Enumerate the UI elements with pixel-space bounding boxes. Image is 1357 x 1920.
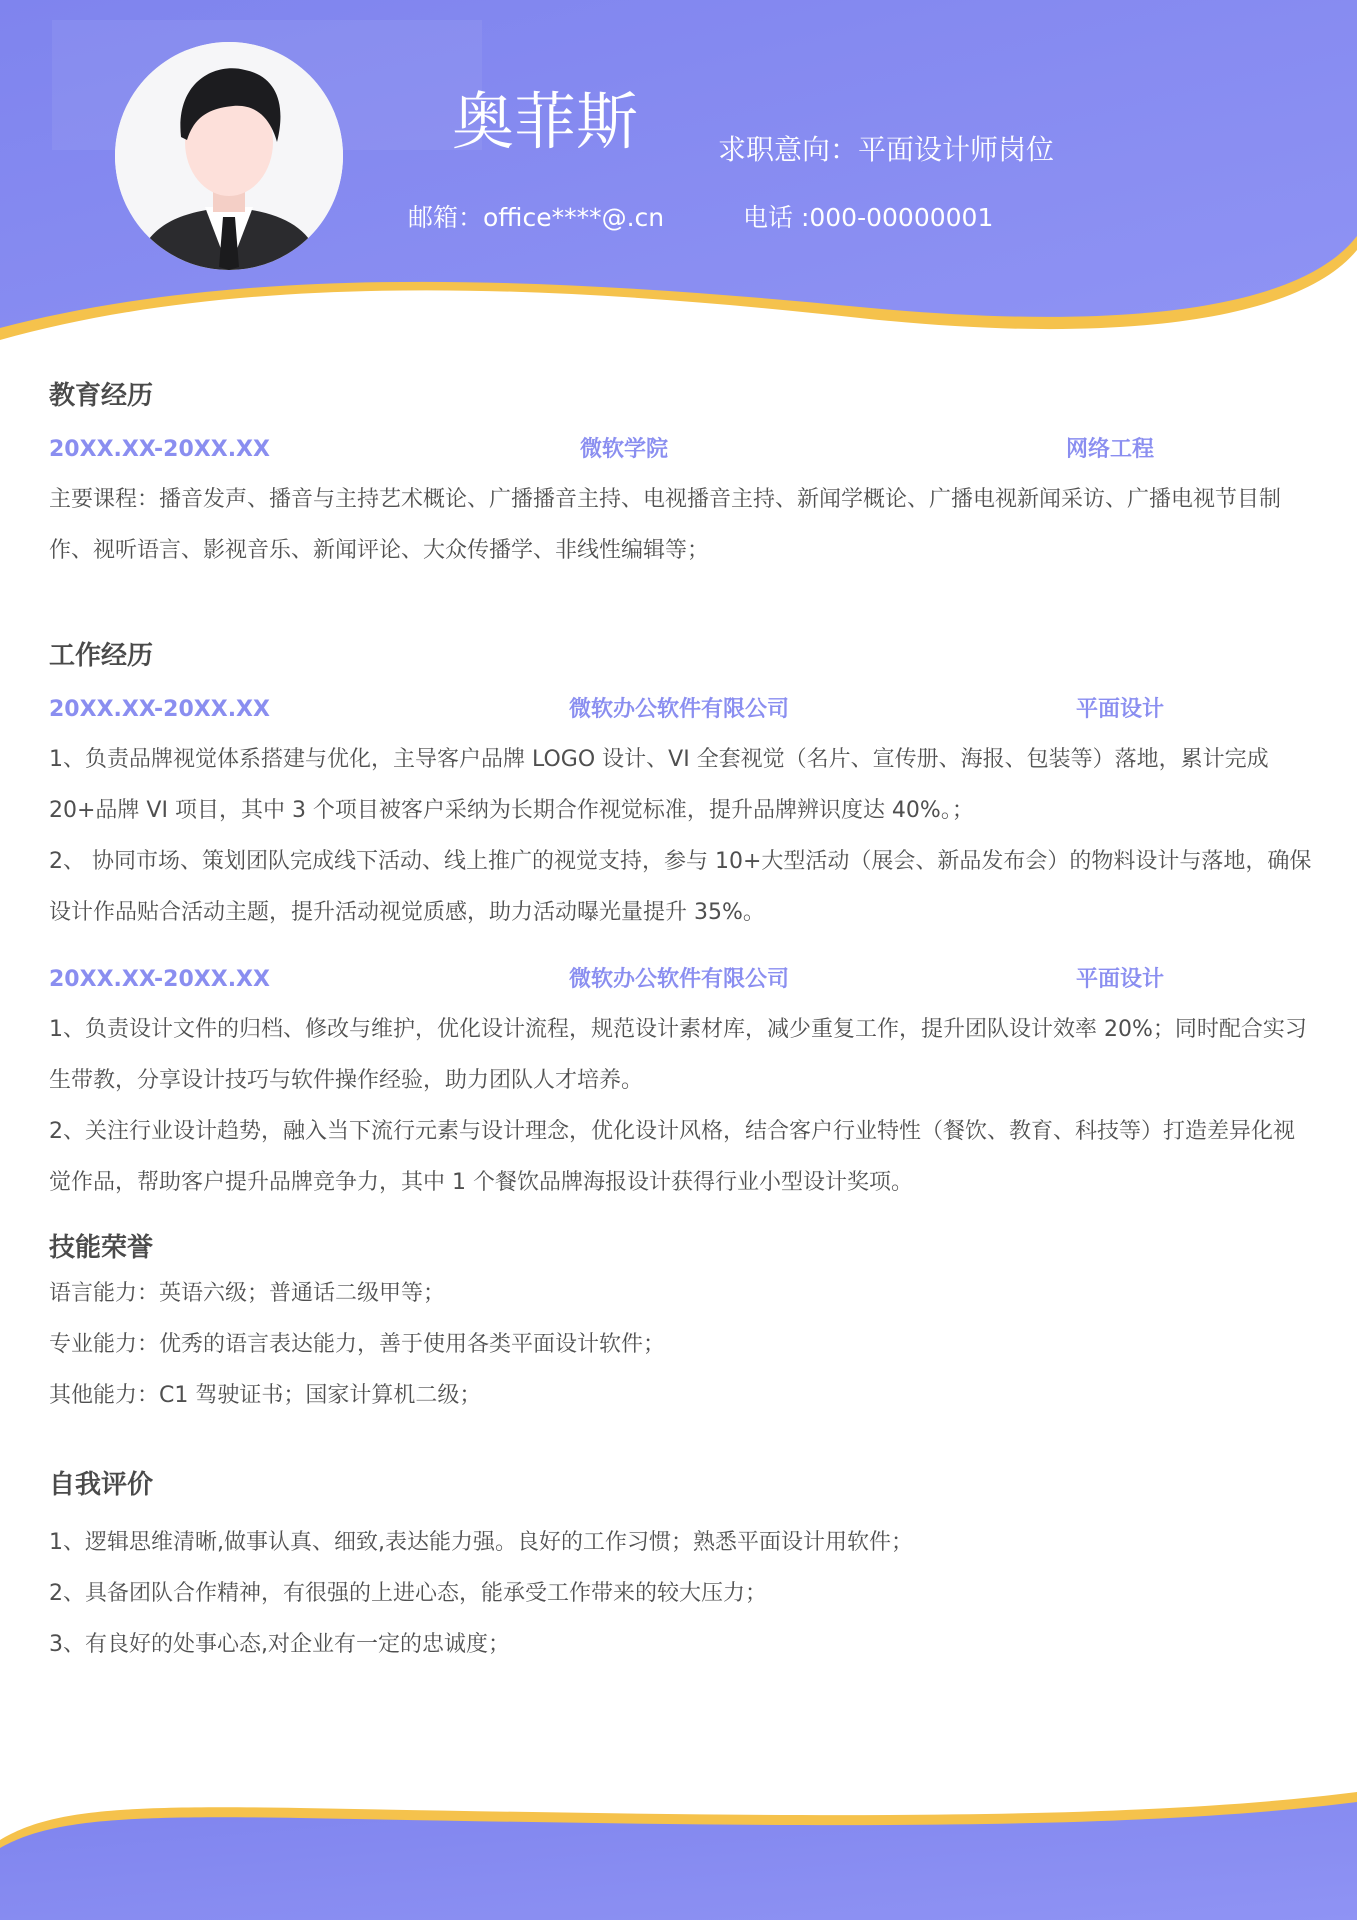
work-company: 微软办公软件有限公司 [568, 967, 789, 992]
footer-banner [0, 1770, 1357, 1920]
applicant-name: 奥菲斯 [451, 85, 638, 158]
work-date: 20XX.XX-20XX.XX [49, 967, 270, 992]
work-position: 平面设计 [1075, 967, 1164, 992]
work-company: 微软办公软件有限公司 [568, 697, 789, 722]
skills-title: 技能荣誉 [49, 1233, 154, 1263]
skills-item: 语言能力：英语六级；普通话二级甲等； [49, 1281, 446, 1306]
resume-body [49, 370, 1314, 1670]
work-title: 工作经历 [49, 641, 154, 671]
education-date: 20XX.XX-20XX.XX [49, 437, 270, 462]
person-icon [115, 42, 343, 270]
work-date: 20XX.XX-20XX.XX [49, 697, 270, 722]
avatar [115, 42, 343, 270]
work-position: 平面设计 [1075, 697, 1164, 722]
work-item: 1、负责设计文件的归档、修改与维护，优化设计流程，规范设计素材库，减少重复工作，提升团队设计效率 20%；同时配合实习生带教，分享设计技巧与软件操作经验，助力团队人才培养。 [49, 1017, 1307, 1093]
work-entry-head [49, 690, 1314, 730]
email-text[interactable]: 邮箱：office****@.cn [408, 203, 665, 232]
self-eval-title: 自我评价 [49, 1470, 154, 1500]
work-item: 2、 协同市场、策划团队完成线下活动、线上推广的视觉支持，参与 10+大型活动（展会、新品发布会）的物料设计与落地，确保设计作品贴合活动主题，提升活动视觉质感，助力活动曝光量提升 35%。 [49, 849, 1312, 925]
education-school: 微软学院 [579, 437, 668, 462]
skills-item: 专业能力：优秀的语言表达能力，善于使用各类平面设计软件； [49, 1332, 666, 1357]
education-courses: 主要课程：播音发声、播音与主持艺术概论、广播播音主持、电视播音主持、新闻学概论、广播电视新闻采访、广播电视节目制作、视听语言、影视音乐、新闻评论、大众传播学、非线性编辑等； [49, 487, 1282, 563]
phone-text[interactable]: 电话 :000-00000001 [743, 203, 994, 232]
education-entry-head [49, 430, 1314, 470]
self-eval-item: 2、具备团队合作精神，有很强的上进心态，能承受工作带来的较大压力； [49, 1581, 767, 1606]
education-major: 网络工程 [1065, 437, 1154, 462]
self-eval-item: 3、有良好的处事心态,对企业有一定的忠诚度； [49, 1632, 510, 1657]
education-title: 教育经历 [49, 381, 154, 411]
work-entry-head [49, 960, 1314, 1000]
self-eval-item: 1、逻辑思维清晰,做事认真、细致,表达能力强。良好的工作习惯；熟悉平面设计用软件； [49, 1530, 913, 1555]
work-item: 2、关注行业设计趋势，融入当下流行元素与设计理念，优化设计风格，结合客户行业特性（餐饮、教育、科技等）打造差异化视觉作品，帮助客户提升品牌竞争力，其中 1 个餐饮品牌海报设计获得行业小型设计奖项。 [49, 1119, 1296, 1195]
work-item: 1、负责品牌视觉体系搭建与优化，主导客户品牌 LOGO 设计、VI 全套视觉（名片、宣传册、海报、包装等）落地，累计完成 20+品牌 VI 项目，其中 3 个项目被客户采纳为长期合作视觉标准，提升品牌辨识度达 40%。； [49, 747, 1269, 823]
skills-item: 其他能力：C1 驾驶证书；国家计算机二级； [49, 1383, 482, 1408]
job-intent: 求职意向：平面设计师岗位 [718, 133, 1055, 166]
